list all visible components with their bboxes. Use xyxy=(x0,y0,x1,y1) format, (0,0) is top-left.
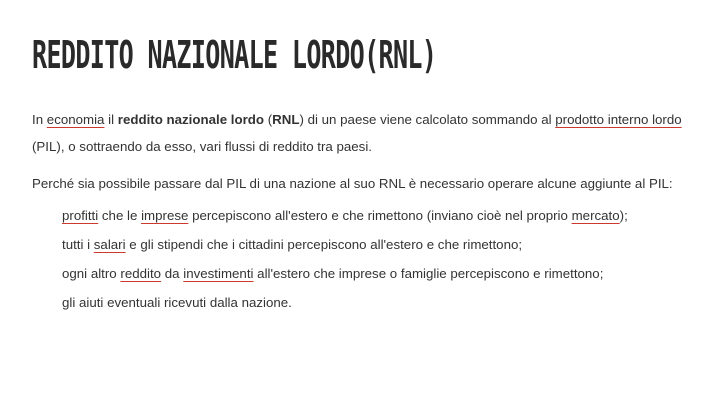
paragraph-intro-list: Perché sia possibile passare dal PIL di una nazione al suo RNL è necessario operare alcune aggiunte al PIL: xyxy=(32,176,673,191)
bold-abbreviation: RNL xyxy=(272,112,300,127)
text-segment: ( xyxy=(264,112,273,127)
text-segment: da xyxy=(161,266,184,281)
link-reddito[interactable]: reddito xyxy=(120,266,162,281)
text-segment: il xyxy=(104,112,118,127)
list-item xyxy=(62,201,692,230)
link-mercato[interactable]: mercato xyxy=(571,208,620,223)
text-segment: all'estero che imprese o famiglie percepiscono e rimettono; xyxy=(253,266,604,281)
text-segment: che le xyxy=(98,208,142,223)
link-prodotto-interno-lordo[interactable]: prodotto interno lordo xyxy=(555,112,682,127)
link-investimenti[interactable]: investimenti xyxy=(183,266,254,281)
list-item xyxy=(62,230,692,259)
text-segment: (PIL), o sottraendo da esso, vari flussi di reddito tra paesi. xyxy=(32,139,372,154)
link-economia[interactable]: economia xyxy=(46,112,105,127)
text-segment: percepiscono all'estero e che rimettono (inviano cioè nel proprio xyxy=(188,208,572,223)
slide-title: REDDITO NAZIONALE LORDO(RNL) xyxy=(32,33,437,77)
link-imprese[interactable]: imprese xyxy=(141,208,189,223)
link-profitti[interactable]: profitti xyxy=(62,208,99,223)
additions-list xyxy=(32,201,692,317)
list-item xyxy=(62,288,692,317)
text-segment: e gli stipendi che i cittadini percepiscono all'estero e che rimettono; xyxy=(125,237,523,252)
text-segment: tutti i xyxy=(62,237,94,252)
text-segment: gli aiuti eventuali ricevuti dalla nazione. xyxy=(62,295,292,310)
text-segment: ); xyxy=(619,208,628,223)
slide-body xyxy=(32,106,692,317)
text-segment: In xyxy=(32,112,47,127)
text-segment: ogni altro xyxy=(62,266,121,281)
text-segment: ) di un paese viene calcolato sommando al xyxy=(299,112,556,127)
list-item xyxy=(62,259,692,288)
bold-term-rnl: reddito nazionale lordo xyxy=(117,112,265,127)
paragraph-definition xyxy=(32,106,692,160)
link-salari[interactable]: salari xyxy=(93,237,126,252)
